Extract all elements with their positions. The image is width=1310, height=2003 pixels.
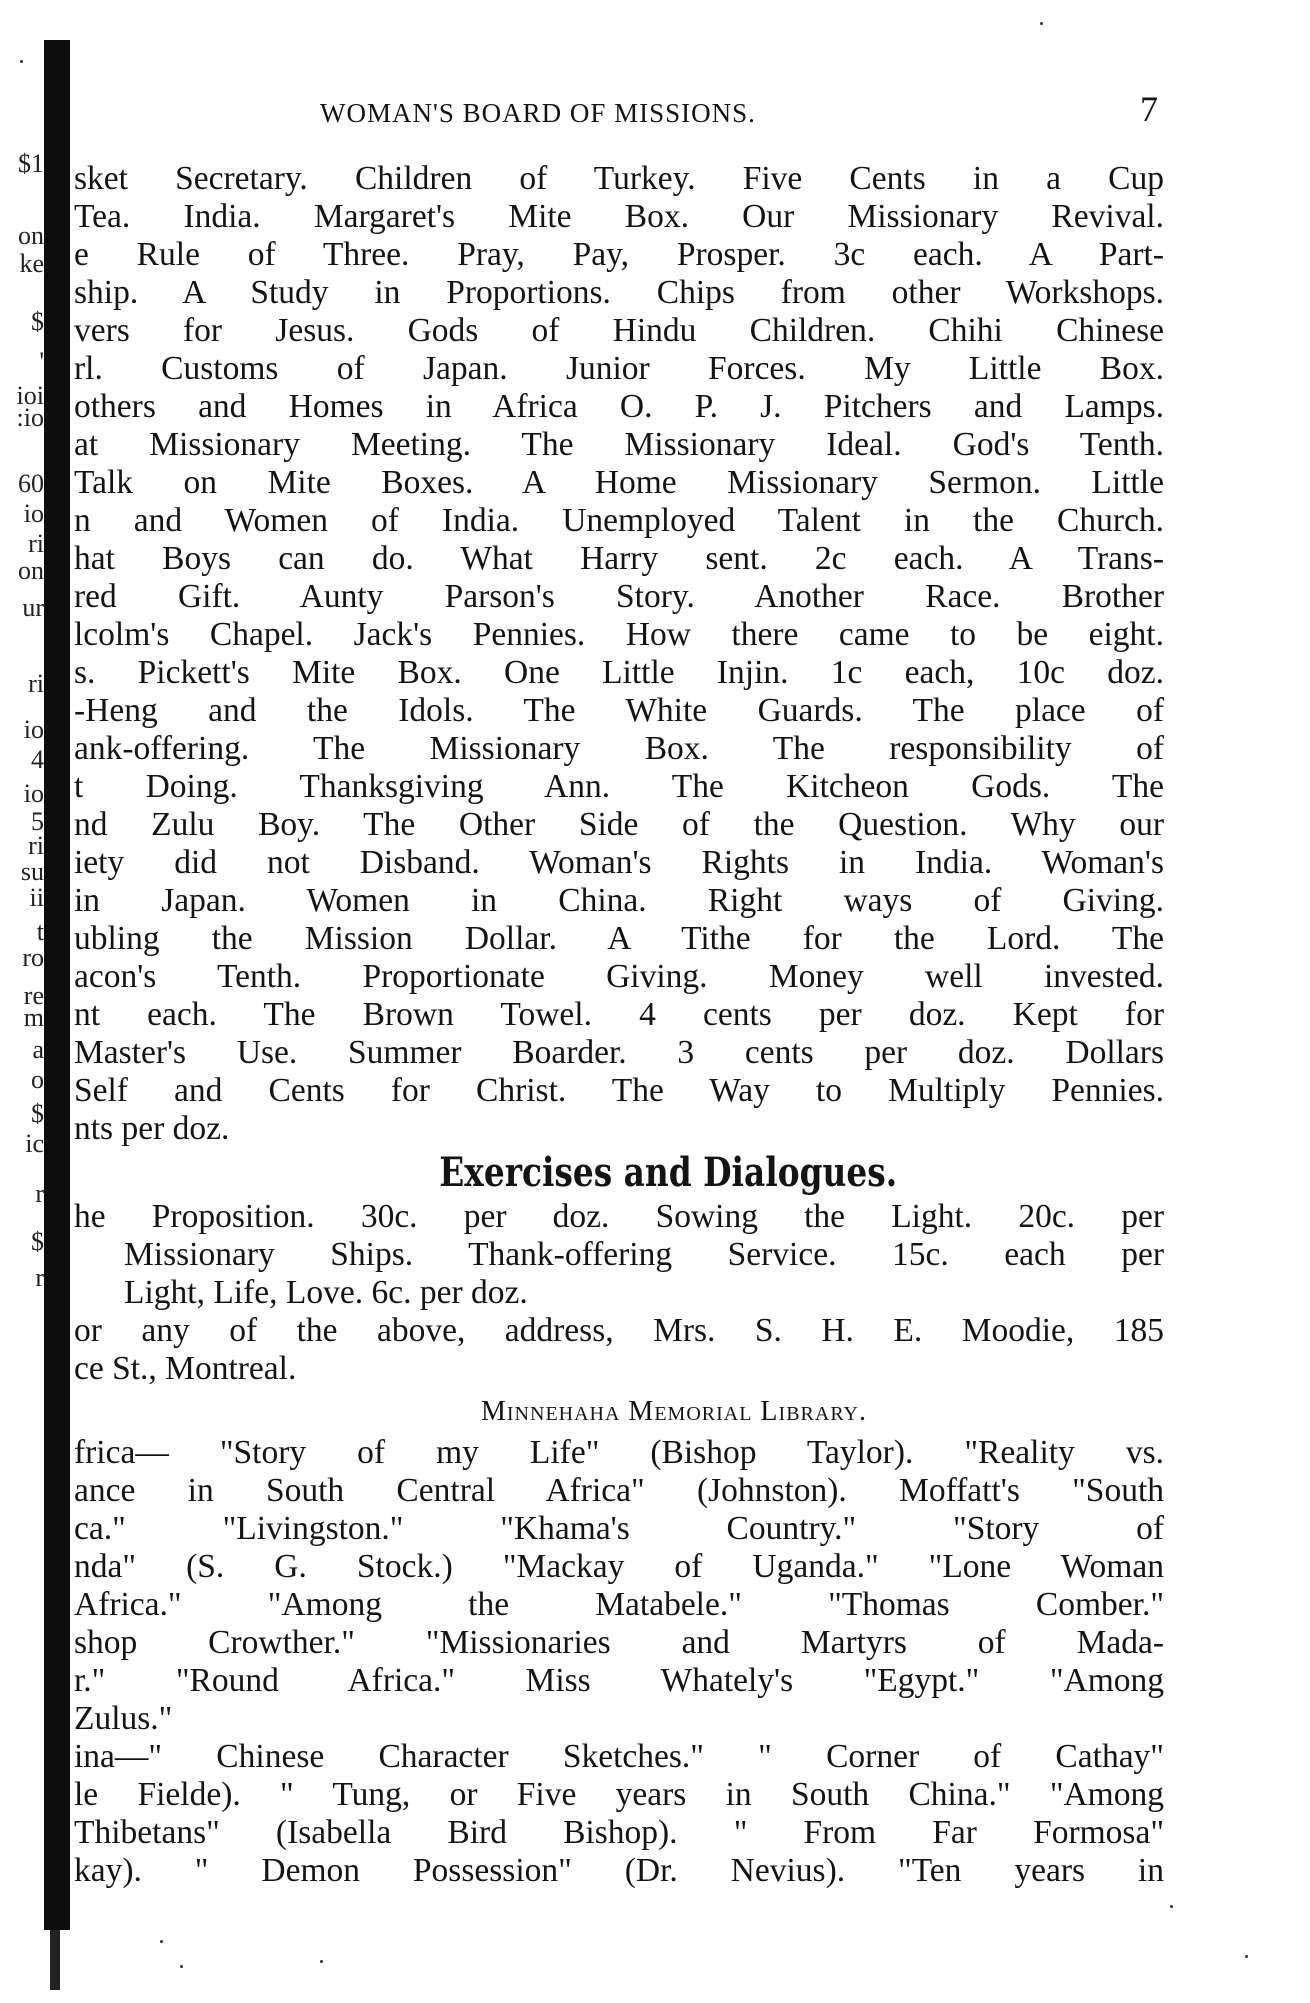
- text-line: shop Crowther." "Missionaries and Martyrs of Mada-: [74, 1624, 1164, 1661]
- text-line: at Missionary Meeting. The Missionary Ideal. God's Tenth.: [74, 426, 1164, 463]
- binding-shadow: [44, 40, 70, 1930]
- binding-shadow-tail: [50, 1930, 60, 1990]
- gutter-fragment: r: [35, 1180, 44, 1208]
- text-line: nd Zulu Boy. The Other Side of the Question. Why our: [74, 806, 1164, 843]
- library-list: [74, 1434, 1164, 1890]
- page-body: [74, 160, 1164, 1890]
- text-line: ank-offering. The Missionary Box. The responsibility of: [74, 730, 1164, 767]
- text-line: rl. Customs of Japan. Junior Forces. My Little Box.: [74, 350, 1164, 387]
- text-line: -Heng and the Idols. The White Guards. The place of: [74, 692, 1164, 729]
- gutter-fragment: ri: [28, 670, 44, 698]
- text-line: ubling the Mission Dollar. A Tithe for the Lord. The: [74, 920, 1164, 957]
- exercises-heading: Exercises and Dialogues.: [439, 1149, 898, 1196]
- gutter-fragment: 5: [31, 808, 44, 836]
- exercises-list: [74, 1198, 1164, 1388]
- text-line: acon's Tenth. Proportionate Giving. Money well invested.: [74, 958, 1164, 995]
- gutter-fragment: ic: [25, 1130, 44, 1158]
- gutter-fragment: $: [31, 1100, 44, 1128]
- gutter-fragment: ri: [28, 530, 44, 558]
- gutter-fragment: io: [23, 780, 44, 808]
- gutter-fragment: on: [18, 222, 44, 250]
- gutter-fragment: r: [35, 1264, 44, 1292]
- text-line: Light, Life, Love. 6c. per doz.: [124, 1274, 528, 1311]
- gutter-fragment: m: [23, 1004, 44, 1032]
- text-line: Self and Cents for Christ. The Way to Multiply Pennies.: [74, 1072, 1164, 1109]
- scan-speck: [1245, 1955, 1248, 1958]
- gutter-fragment: ur: [22, 594, 44, 622]
- gutter-fragment: t: [36, 918, 44, 946]
- text-line: s. Pickett's Mite Box. One Little Injin. 1c each, 10c doz.: [74, 654, 1164, 691]
- text-line: nda" (S. G. Stock.) "Mackay of Uganda." "Lone Woman: [74, 1548, 1164, 1585]
- text-line: Talk on Mite Boxes. A Home Missionary Sermon. Little: [74, 464, 1164, 501]
- gutter-fragment: 4: [31, 746, 44, 774]
- gutter-fragment: su: [20, 858, 44, 886]
- text-line: t Doing. Thanksgiving Ann. The Kitcheon Gods. The: [74, 768, 1164, 805]
- text-line: hat Boys can do. What Harry sent. 2c each. A Trans-: [74, 540, 1164, 577]
- text-line: kay). " Demon Possession" (Dr. Nevius). "Ten years in: [74, 1852, 1164, 1889]
- text-line: e Rule of Three. Pray, Pay, Prosper. 3c each. A Part-: [74, 236, 1164, 273]
- gutter-fragment: o: [31, 1066, 44, 1094]
- text-line: nt each. The Brown Towel. 4 cents per doz. Kept for: [74, 996, 1164, 1033]
- text-line: Missionary Ships. Thank-offering Service. 15c. each per: [124, 1236, 1164, 1273]
- gutter-fragment: re: [23, 982, 44, 1010]
- gutter-fragment: ro: [22, 944, 44, 972]
- gutter-fragment: 60: [18, 470, 44, 498]
- scan-speck: [180, 1965, 183, 1968]
- library-heading: Minnehaha Memorial Library.: [481, 1396, 867, 1427]
- gutter-fragment: ': [39, 348, 44, 376]
- text-line: or any of the above, address, Mrs. S. H. E. Moodie, 185: [74, 1312, 1164, 1349]
- scan-speck: [1040, 22, 1043, 25]
- page-number: 7: [1140, 89, 1158, 129]
- text-line: others and Homes in Africa O. P. J. Pitchers and Lamps.: [74, 388, 1164, 425]
- gutter-fragment: :io: [16, 404, 44, 432]
- text-line: Africa." "Among the Matabele." "Thomas Comber.": [74, 1586, 1164, 1623]
- text-line: sket Secretary. Children of Turkey. Five Cents in a Cup: [74, 160, 1164, 197]
- text-line: n and Women of India. Unemployed Talent in the Church.: [74, 502, 1164, 539]
- text-line: lcolm's Chapel. Jack's Pennies. How there came to be eight.: [74, 616, 1164, 653]
- gutter-fragment: ioi: [16, 382, 44, 410]
- gutter-fragment: on: [18, 557, 44, 585]
- text-line: frica— "Story of my Life" (Bishop Taylor). "Reality vs.: [74, 1434, 1164, 1471]
- text-line: le Fielde). " Tung, or Five years in South China." "Among: [74, 1776, 1164, 1813]
- text-line: he Proposition. 30c. per doz. Sowing the Light. 20c. per: [74, 1198, 1164, 1235]
- gutter-fragment: ii: [29, 884, 44, 912]
- text-line: ina—" Chinese Character Sketches." " Corner of Cathay": [74, 1738, 1164, 1775]
- text-line: ship. A Study in Proportions. Chips from other Workshops.: [74, 274, 1164, 311]
- text-line: ce St., Montreal.: [74, 1350, 297, 1387]
- scan-speck: [320, 1960, 323, 1963]
- text-line: r." "Round Africa." Miss Whately's "Egypt." "Among: [74, 1662, 1164, 1699]
- gutter-fragment: io: [23, 500, 44, 528]
- scan-speck: [160, 1940, 163, 1943]
- text-line: Master's Use. Summer Boarder. 3 cents per doz. Dollars: [74, 1034, 1164, 1071]
- leaflet-list: [74, 160, 1164, 1148]
- running-header: WOMAN'S BOARD OF MISSIONS.: [320, 98, 756, 128]
- text-line: Zulus.": [74, 1700, 173, 1737]
- text-line: red Gift. Aunty Parson's Story. Another Race. Brother: [74, 578, 1164, 615]
- gutter-fragment: $: [31, 1228, 44, 1256]
- gutter-fragment: a: [32, 1036, 44, 1064]
- gutter-fragment: $: [31, 308, 44, 336]
- text-line: Tea. India. Margaret's Mite Box. Our Missionary Revival.: [74, 198, 1164, 235]
- gutter-fragment: io: [23, 716, 44, 744]
- gutter-fragment: ri: [28, 832, 44, 860]
- text-line: ance in South Central Africa" (Johnston). Moffatt's "South: [74, 1472, 1164, 1509]
- text-line: ca." "Livingston." "Khama's Country." "Story of: [74, 1510, 1164, 1547]
- text-line: in Japan. Women in China. Right ways of Giving.: [74, 882, 1164, 919]
- scan-speck: [1170, 1905, 1173, 1908]
- gutter-fragment: $1: [18, 150, 44, 178]
- gutter-fragment: ke: [19, 250, 44, 278]
- text-line: iety did not Disband. Woman's Rights in India. Woman's: [74, 844, 1164, 881]
- text-line: vers for Jesus. Gods of Hindu Children. Chihi Chinese: [74, 312, 1164, 349]
- text-line: Thibetans" (Isabella Bird Bishop). " From Far Formosa": [74, 1814, 1164, 1851]
- scan-speck: [20, 60, 23, 63]
- text-line: nts per doz.: [74, 1110, 230, 1147]
